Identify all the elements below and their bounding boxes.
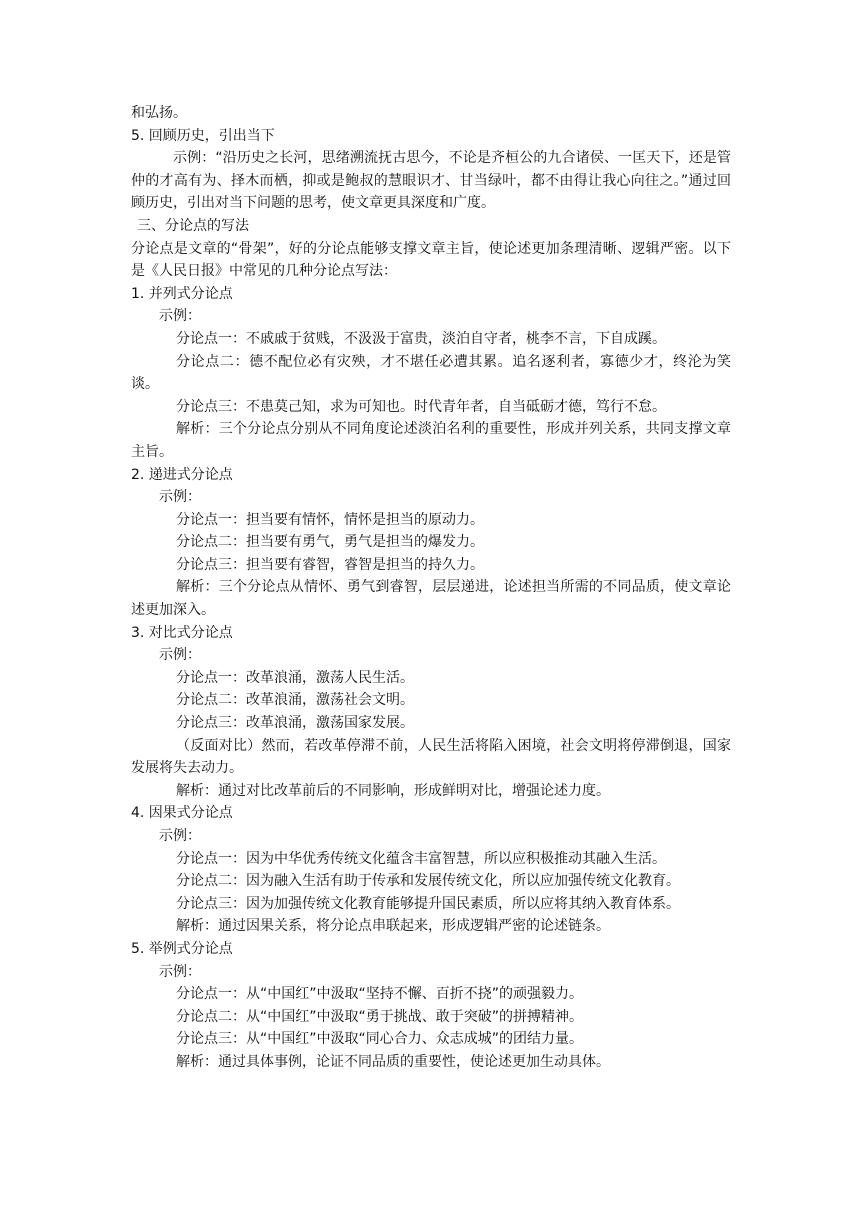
sub-point: 分论点一：从“中国红”中汲取“坚持不懈、百折不挠”的顽强毅力。 bbox=[176, 986, 584, 1003]
example-label: 示例： bbox=[159, 489, 201, 506]
paragraph-tail: 和弘扬。 bbox=[131, 105, 187, 121]
sub-point: 分论点二：德不配位必有灾殃，才不堪任必遭其累。追名逐利者，寡德少才，终沦为笑谈。 bbox=[131, 353, 731, 393]
type-heading: 5. 举例式分论点 bbox=[131, 940, 233, 957]
example-label: 示例： bbox=[159, 828, 201, 844]
analysis: 解析：通过具体事例，论证不同品质的重要性，使论述更加生动具体。 bbox=[176, 1053, 610, 1070]
sub-point: 分论点二：因为融入生活有助于传承和发展传统文化，所以应加强传统文化教育。 bbox=[176, 873, 680, 890]
sub-point: 分论点三：担当要有睿智，睿智是担当的持久力。 bbox=[176, 556, 484, 573]
example-label: 示例： bbox=[159, 647, 201, 664]
item-heading: 5. 回顾历史，引出当下 bbox=[131, 127, 275, 144]
analysis: 解析：三个分论点从情怀、勇气到睿智，层层递进，论述担当所需的不同品质，使文章论述更加深入。 bbox=[131, 579, 731, 619]
sub-point: 分论点一：因为中华优秀传统文化蕴含丰富智慧，所以应积极推动其融入生活。 bbox=[176, 850, 666, 867]
type-heading: 1. 并列式分论点 bbox=[131, 285, 233, 302]
type-heading: 2. 递进式分论点 bbox=[131, 466, 233, 483]
sub-point: 分论点三：改革浪涌，激荡国家发展。 bbox=[176, 715, 414, 732]
example-label: 示例： bbox=[159, 963, 201, 980]
section-heading: 三、分论点的写法 bbox=[137, 217, 249, 234]
sub-point: 分论点三：从“中国红”中汲取“同心合力、众志成城”的团结力量。 bbox=[176, 1031, 584, 1048]
sub-point: 分论点二：担当要有勇气，勇气是担当的爆发力。 bbox=[176, 534, 484, 551]
document-body bbox=[131, 102, 731, 1074]
analysis: 解析：三个分论点分别从不同角度论述淡泊名利的重要性，形成并列关系，共同支撑文章主旨。 bbox=[131, 421, 731, 460]
sub-point: 分论点二：从“中国红”中汲取“勇于挑战、敢于突破”的拼搏精神。 bbox=[176, 1008, 584, 1025]
example-paragraph: 示例：“沿历史之长河，思绪溯流抚古思今，不论是齐桓公的九合诸侯、一匡天下，还是管仲的才高有为、择木而栖，抑或是鲍叔的慧眼识才、甘当绿叶，都不由得让我心向往之。”通过回顾历史，引出对当下问题的思考，使文章更具深度和广度。 bbox=[131, 150, 731, 212]
sub-point: 分论点一：担当要有情怀，情怀是担当的原动力。 bbox=[176, 511, 484, 528]
sub-point: 分论点三：因为加强传统文化教育能够提升国民素质，所以应将其纳入教育体系。 bbox=[176, 895, 680, 912]
analysis: 解析：通过对比改革前后的不同影响，形成鲜明对比，增强论述力度。 bbox=[176, 782, 610, 799]
sub-point: 分论点二：改革浪涌，激荡社会文明。 bbox=[176, 692, 414, 709]
section-intro: 分论点是文章的“骨架”，好的分论点能够支撑文章主旨，使论述更加条理清晰、逻辑严密。以下是《人民日报》中常见的几种分论点写法： bbox=[131, 240, 731, 280]
sub-point: 分论点一：改革浪涌，激荡人民生活。 bbox=[176, 669, 414, 686]
example-label: 示例： bbox=[159, 308, 201, 325]
sub-point: 分论点一：不戚戚于贫贱，不汲汲于富贵，淡泊自守者，桃李不言，下自成蹊。 bbox=[176, 330, 666, 347]
contrast-note: （反面对比）然而，若改革停滞不前，人民生活将陷入困境，社会文明将停滞倒退，国家发展将失去动力。 bbox=[131, 737, 731, 777]
analysis: 解析：通过因果关系，将分论点串联起来，形成逻辑严密的论述链条。 bbox=[176, 918, 610, 935]
sub-point: 分论点三：不患莫己知，求为可知也。时代青年者，自当砥砺才德，笃行不怠。 bbox=[176, 398, 666, 415]
type-heading: 3. 对比式分论点 bbox=[131, 624, 233, 641]
type-heading: 4. 因果式分论点 bbox=[131, 805, 233, 822]
